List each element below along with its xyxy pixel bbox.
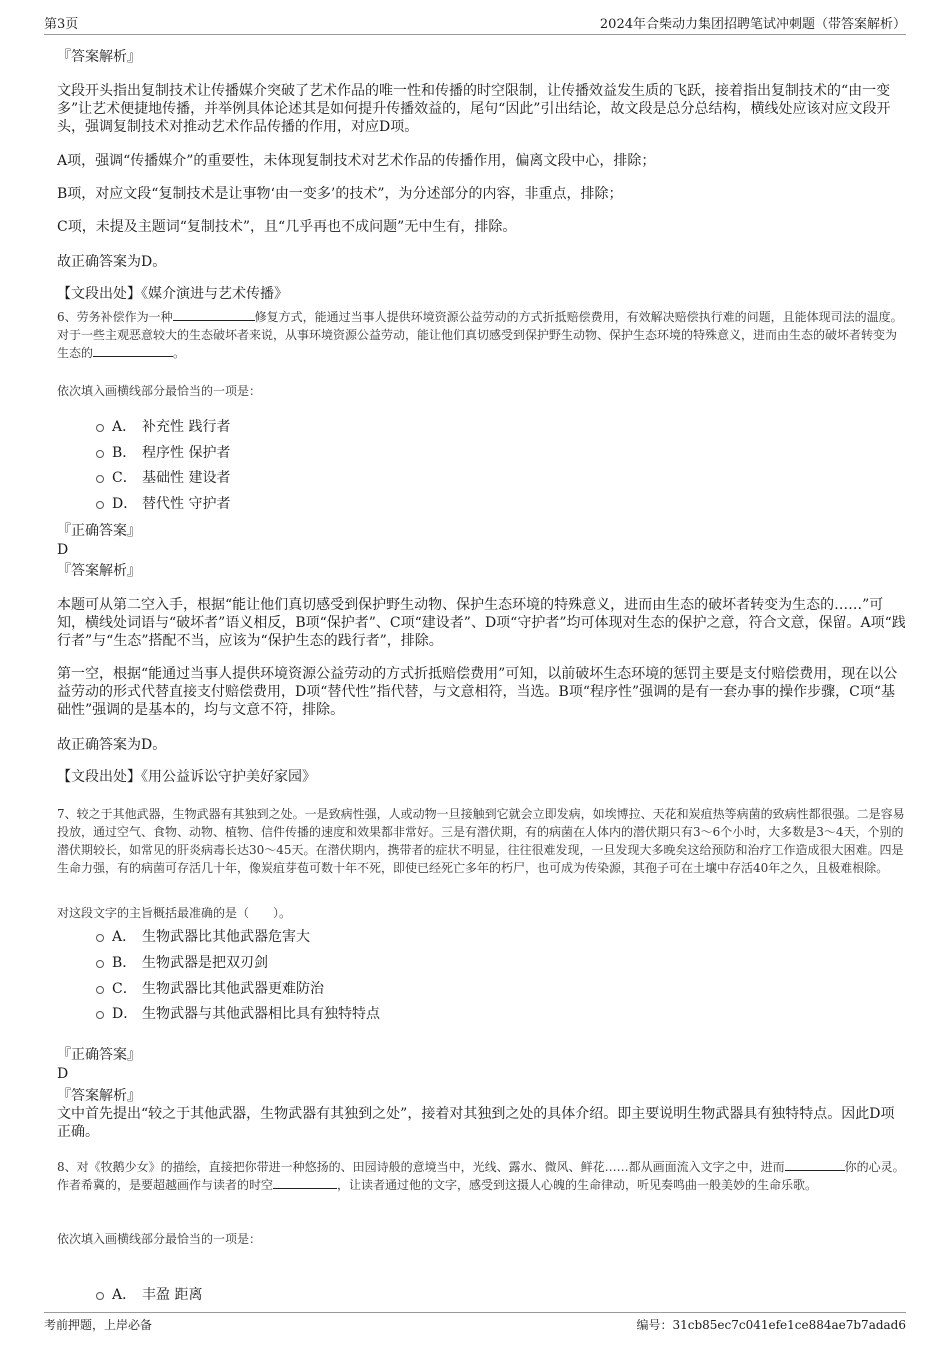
radio-icon[interactable] — [96, 501, 104, 509]
radio-icon[interactable] — [96, 986, 104, 994]
radio-icon[interactable] — [96, 960, 104, 968]
option-d[interactable]: D． 生物武器与其他武器相比具有独特特点 — [96, 1003, 380, 1023]
question-7-text: 7、较之于其他武器，生物武器有其独到之处。一是致病性强，人或动物一旦接触到它就会立即发病，如埃博拉、天花和炭疽热等病菌的致病性都很强。二是容易投放，通过空气、食物、动物、植物、信件传播的速度和效果都非常好。三是有潜伏期，有的病菌在人体内的潜伏期只有3～6个小时，大多数是3～4天，个别的潜伏期较长，如常见的肝炎病毒长达30～45天。在潜伏期内，携带者的症状不明显，往往很难发现，一旦发现大多晚矣这给预防和治疗工作造成很大困难。四是生命力强，有的病菌可存活几十年，像炭疽芽苞可数十年不死，即使已经死亡多年的朽尸，也可成为传染源，其孢子可在土壤中存活40年之久，且极难根除。 — [57, 807, 905, 875]
option-a[interactable]: A． 补充性 践行者 — [96, 416, 230, 436]
fill-blank — [785, 1158, 845, 1171]
analysis-paragraph: 文中首先提出“较之于其他武器，生物武器有其独到之处”，接着对其独到之处的具体介绍。即主要说明生物武器具有独特特点。因此D项正确。 — [57, 1106, 895, 1140]
option-b[interactable]: B． 程序性 保护者 — [96, 442, 230, 462]
source-citation: 【文段出处】《用公益诉讼守护美好家园》 — [57, 769, 316, 785]
footer-slogan: 考前押题，上岸必备 — [44, 1318, 153, 1332]
question-8-text: 8、对《牧鹅少女》的描绘，直接把你带进一种悠扬的、田园诗般的意境当中，光线、露水、微风、鲜花……都从画面流入文字之中，进而 你的心灵。作者希冀的，是要超越画作与读者的时空 ，让读者通过他的文字，感受到这摄人心魄的生命律动，听见奏鸣曲一般美妙的生命乐歌。 — [57, 1160, 905, 1192]
analysis-paragraph: 本题可从第二空入手，根据“能让他们真切感受到保护野生动物、保护生态环境的特殊意义，进而由生态的破坏者转变为生态的……”可知，横线处词语与“破坏者”语义相反，B项“保护者”、C项“建设者”、D项“守护者”均可体现对生态的保护之意，符合文意，保留。A项“践行者”与“生态”搭配不当，应该为“保护生态的践行者”，排除。 — [57, 597, 906, 649]
answer-conclusion: 故正确答案为D。 — [57, 737, 167, 753]
radio-icon[interactable] — [96, 1292, 104, 1300]
option-c[interactable]: C． 基础性 建设者 — [96, 467, 230, 487]
analysis-paragraph: 文段开头指出复制技术让传播媒介突破了艺术作品的唯一性和传播的时空限制，让传播效益发生质的飞跃，接着指出复制技术的“由一变多”让艺术便捷地传播，并举例具体论述其是如何提升传播效益的，尾句“因此”引出结论，故文段是总分总结构，横线处应该对应文段开头，强调复制技术对推动艺术作品传播的作用，对应D项。 — [57, 83, 891, 135]
fill-blank — [93, 344, 173, 357]
analysis-paragraph: A项，强调“传播媒介”的重要性，未体现复制技术对艺术作品的传播作用，偏离文段中心，排除； — [57, 153, 656, 169]
question-prompt: 依次填入画横线部分最恰当的一项是： — [57, 1232, 262, 1246]
correct-answer-label: 『正确答案』 — [57, 523, 141, 539]
page-header — [44, 10, 906, 35]
radio-icon[interactable] — [96, 934, 104, 942]
analysis-label: 『答案解析』 — [57, 563, 141, 579]
document-title: 2024年合柴动力集团招聘笔试冲刺题（带答案解析） — [599, 17, 906, 32]
question-6-text: 6、劳务补偿作为一种 修复方式，能通过当事人提供环境资源公益劳动的方式折抵赔偿费用，有效解决赔偿执行难的问题，且能体现司法的温度。对于一些主观恶意较大的生态破坏者来说，从事环境资源公益劳动，能让他们真切感受到保护野生动物、保护生态环境的特殊意义，进而由生态的破坏者转变为生态的 。 — [57, 310, 903, 360]
analysis-paragraph: B项，对应文段“复制技术是让事物‘由一变多’的技术”，为分述部分的内容，非重点，排除； — [57, 186, 623, 202]
analysis-label: 『答案解析』 — [57, 1088, 141, 1104]
source-citation: 【文段出处】《媒介演进与艺术传播》 — [57, 286, 288, 302]
document-code: 编号：31cb85ec7c041efe1ce884ae7b7adad6 — [636, 1318, 906, 1332]
correct-answer: D — [57, 542, 69, 558]
option-b[interactable]: B． 生物武器是把双刃剑 — [96, 952, 268, 972]
page-number: 第3页 — [44, 17, 79, 32]
analysis-label: 『答案解析』 — [57, 49, 141, 65]
question-prompt: 依次填入画横线部分最恰当的一项是： — [57, 384, 262, 398]
fill-blank — [173, 308, 255, 321]
radio-icon[interactable] — [96, 1011, 104, 1019]
option-c[interactable]: C． 生物武器比其他武器更难防治 — [96, 978, 324, 998]
option-a[interactable]: A． 丰盈 距离 — [96, 1284, 202, 1304]
question-prompt: 对这段文字的主旨概括最准确的是（ ）。 — [57, 906, 292, 920]
fill-blank — [273, 1176, 337, 1189]
option-d[interactable]: D． 替代性 守护者 — [96, 493, 230, 513]
radio-icon[interactable] — [96, 475, 104, 483]
analysis-paragraph: C项，未提及主题词“复制技术”，且“几乎再也不成问题”无中生有，排除。 — [57, 219, 517, 235]
correct-answer-label: 『正确答案』 — [57, 1047, 141, 1063]
answer-conclusion: 故正确答案为D。 — [57, 254, 167, 270]
page-footer — [44, 1312, 906, 1338]
option-a[interactable]: A． 生物武器比其他武器危害大 — [96, 926, 310, 946]
analysis-paragraph: 第一空，根据“能通过当事人提供环境资源公益劳动的方式折抵赔偿费用”可知，以前破坏生态环境的惩罚主要是支付赔偿费用，现在以公益劳动的形式代替直接支付赔偿费用，D项“替代性”指代替，与文意相符，当选。B项“程序性”强调的是有一套办事的操作步骤，C项“基础性”强调的是基本的，均与文意不符，排除。 — [57, 666, 898, 718]
radio-icon[interactable] — [96, 424, 104, 432]
correct-answer: D — [57, 1066, 69, 1082]
radio-icon[interactable] — [96, 450, 104, 458]
